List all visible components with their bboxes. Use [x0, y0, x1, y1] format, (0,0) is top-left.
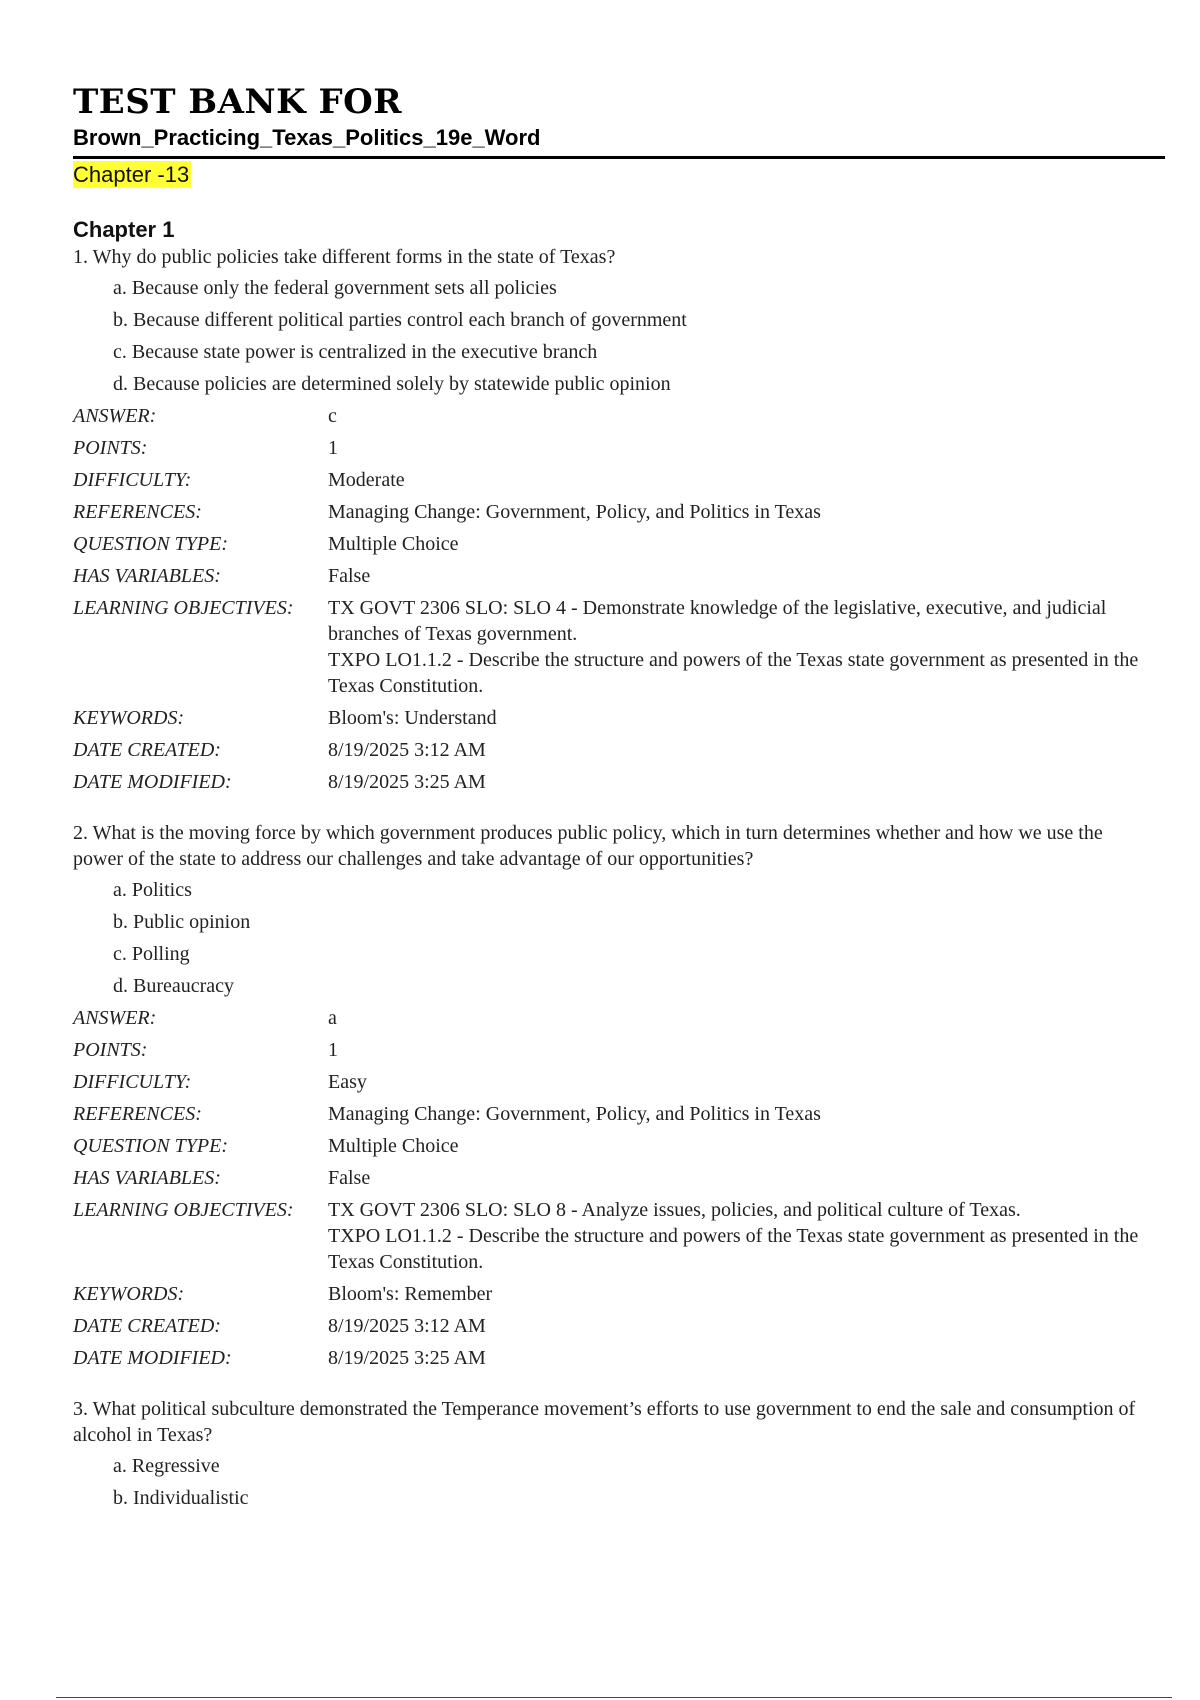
footer-divider — [56, 1697, 1172, 1698]
metadata-row — [73, 1162, 1165, 1194]
metadata-row — [73, 702, 1165, 734]
question-stem: 2. What is the moving force by which government produces public policy, which in turn determines whether and how we use the power of the state to address our challenges and take advantage of our opportunities? — [73, 822, 1103, 870]
metadata-value-line: TXPO LO1.1.2 - Describe the structure and powers of the Texas state government as presented in the Texas Constitution. — [328, 1225, 1139, 1273]
metadata-value — [328, 1002, 1148, 1034]
metadata-value — [328, 1310, 1148, 1342]
answer-choice: a. Politics — [113, 879, 192, 901]
metadata-row — [73, 1278, 1165, 1310]
metadata-label: QUESTION TYPE: — [73, 1135, 229, 1157]
answer-choice: b. Public opinion — [113, 911, 251, 933]
metadata-label: DATE CREATED: — [73, 1315, 221, 1337]
metadata-value-line: 1 — [328, 437, 338, 459]
metadata-label: DATE CREATED: — [73, 739, 221, 761]
metadata-row — [73, 734, 1165, 766]
metadata-value — [328, 702, 1148, 734]
metadata-value-line: TX GOVT 2306 SLO: SLO 8 - Analyze issues, policies, and political culture of Texas. — [328, 1199, 1021, 1221]
metadata-label: KEYWORDS: — [73, 1283, 185, 1305]
metadata-value-line: Managing Change: Government, Policy, and Politics in Texas — [328, 1103, 821, 1125]
metadata-row — [73, 464, 1165, 496]
metadata-value-line: Easy — [328, 1071, 367, 1093]
metadata-row — [73, 1342, 1165, 1374]
metadata-label: REFERENCES: — [73, 501, 202, 523]
answer-choice: d. Bureaucracy — [113, 975, 235, 997]
metadata-label: LEARNING OBJECTIVES: — [73, 1199, 294, 1221]
metadata-label: ANSWER: — [73, 1007, 157, 1029]
book-title: Brown_Practicing_Texas_Politics_19e_Word — [73, 125, 541, 150]
metadata-value — [328, 1066, 1148, 1098]
answer-choice: c. Polling — [113, 943, 190, 965]
document-page — [73, 82, 1165, 1514]
metadata-label: HAS VARIABLES: — [73, 565, 221, 587]
answer-choices — [113, 1450, 1165, 1514]
metadata-label: HAS VARIABLES: — [73, 1167, 221, 1189]
metadata-label: DIFFICULTY: — [73, 1071, 192, 1093]
metadata-value-line: False — [328, 565, 371, 587]
metadata-value — [328, 400, 1148, 432]
answer-choice: d. Because policies are determined solely by statewide public opinion — [113, 373, 671, 395]
metadata-value-line: 8/19/2025 3:25 AM — [328, 771, 486, 793]
answer-choice: b. Individualistic — [113, 1487, 249, 1509]
metadata-value — [328, 766, 1148, 798]
metadata-label: KEYWORDS: — [73, 707, 185, 729]
metadata-value — [328, 432, 1148, 464]
metadata-label: POINTS: — [73, 1039, 148, 1061]
metadata-value-line: Bloom's: Understand — [328, 707, 497, 729]
metadata-label: POINTS: — [73, 437, 148, 459]
metadata-row — [73, 1034, 1165, 1066]
metadata-row — [73, 1194, 1165, 1278]
metadata-value-line: 1 — [328, 1039, 338, 1061]
metadata-row — [73, 592, 1165, 702]
metadata-value — [328, 496, 1148, 528]
answer-choices — [113, 272, 1165, 400]
metadata-value-line: 8/19/2025 3:25 AM — [328, 1347, 486, 1369]
metadata-value-line: Bloom's: Remember — [328, 1283, 493, 1305]
metadata-value-line: TX GOVT 2306 SLO: SLO 4 - Demonstrate knowledge of the legislative, executive, and judicial branches of Texas government. — [328, 597, 1107, 645]
metadata-value-line: Multiple Choice — [328, 533, 459, 555]
answer-choice: b. Because different political parties control each branch of government — [113, 309, 687, 331]
test-bank-title: TEST BANK FOR — [73, 82, 403, 122]
question-stem: 1. Why do public policies take different forms in the state of Texas? — [73, 246, 616, 268]
question-metadata — [73, 1002, 1165, 1374]
metadata-row — [73, 432, 1165, 464]
metadata-label: ANSWER: — [73, 405, 157, 427]
question-block — [73, 244, 1165, 798]
metadata-value — [328, 734, 1148, 766]
question-metadata — [73, 400, 1165, 798]
question-block — [73, 1396, 1165, 1514]
metadata-value — [328, 528, 1148, 560]
question-block — [73, 820, 1165, 1374]
metadata-label: QUESTION TYPE: — [73, 533, 229, 555]
metadata-value — [328, 1278, 1148, 1310]
metadata-row — [73, 560, 1165, 592]
answer-choices — [113, 874, 1165, 1002]
metadata-row — [73, 496, 1165, 528]
metadata-value-line: c — [328, 405, 337, 427]
chapter-highlight-tag: Chapter -13 — [73, 162, 190, 187]
question-list — [73, 244, 1165, 1514]
metadata-row — [73, 766, 1165, 798]
metadata-row — [73, 1002, 1165, 1034]
metadata-label: REFERENCES: — [73, 1103, 202, 1125]
metadata-value — [328, 1162, 1148, 1194]
answer-choice: a. Regressive — [113, 1455, 220, 1477]
metadata-value-line: 8/19/2025 3:12 AM — [328, 739, 486, 761]
metadata-label: LEARNING OBJECTIVES: — [73, 597, 294, 619]
metadata-value — [328, 592, 1148, 702]
metadata-row — [73, 1310, 1165, 1342]
section-title: Chapter 1 — [73, 217, 175, 242]
metadata-value — [328, 1034, 1148, 1066]
metadata-value-line: 8/19/2025 3:12 AM — [328, 1315, 486, 1337]
metadata-value-line: a — [328, 1007, 337, 1029]
question-stem: 3. What political subculture demonstrated the Temperance movement’s efforts to use government to end the sale and consumption of alcohol in Texas? — [73, 1398, 1136, 1446]
metadata-row — [73, 400, 1165, 432]
metadata-value — [328, 1098, 1148, 1130]
metadata-value — [328, 464, 1148, 496]
metadata-value — [328, 1194, 1148, 1278]
metadata-value-line: Moderate — [328, 469, 405, 491]
metadata-value-line: Managing Change: Government, Policy, and Politics in Texas — [328, 501, 821, 523]
metadata-value-line: Multiple Choice — [328, 1135, 459, 1157]
metadata-row — [73, 528, 1165, 560]
metadata-label: DATE MODIFIED: — [73, 771, 232, 793]
answer-choice: a. Because only the federal government sets all policies — [113, 277, 557, 299]
metadata-value-line: TXPO LO1.1.2 - Describe the structure and powers of the Texas state government as presented in the Texas Constitution. — [328, 649, 1139, 697]
metadata-label: DIFFICULTY: — [73, 469, 192, 491]
metadata-row — [73, 1066, 1165, 1098]
metadata-row — [73, 1130, 1165, 1162]
metadata-value-line: False — [328, 1167, 371, 1189]
metadata-value — [328, 1130, 1148, 1162]
answer-choice: c. Because state power is centralized in the executive branch — [113, 341, 598, 363]
metadata-row — [73, 1098, 1165, 1130]
metadata-value — [328, 1342, 1148, 1374]
metadata-value — [328, 560, 1148, 592]
metadata-label: DATE MODIFIED: — [73, 1347, 232, 1369]
